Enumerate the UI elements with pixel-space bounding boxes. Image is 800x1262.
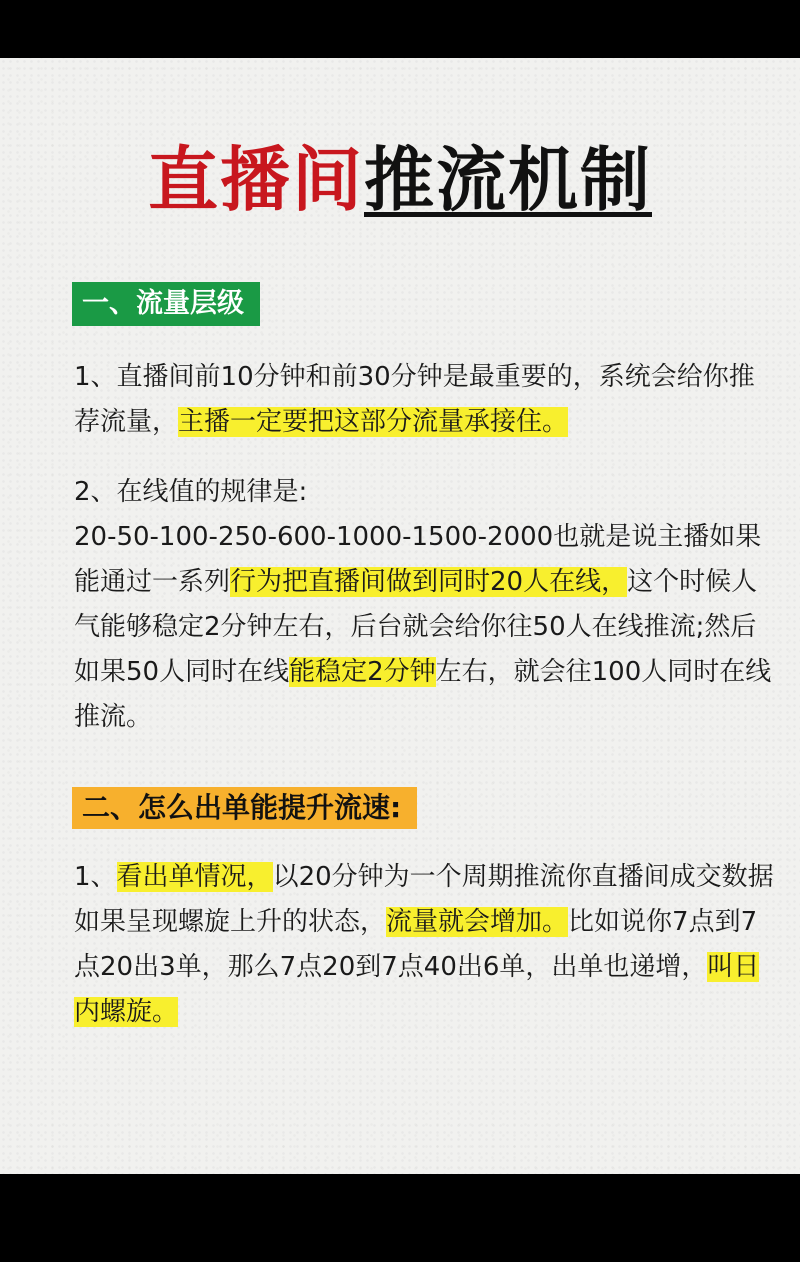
highlight-text: 主播一定要把这部分流量承接住。 bbox=[178, 407, 569, 437]
paragraph-1-text: 1、直播间前10分钟和前30分钟是最重要的，系统会给你推荐流量， bbox=[74, 362, 755, 437]
paragraph-3-text: 比如说你7点到7点20出3单，那么7点20到7点40出6单，出单也递增， bbox=[74, 907, 758, 982]
title-black-part: 推流机制 bbox=[364, 139, 652, 221]
page-title bbox=[0, 140, 800, 220]
top-black-bar bbox=[0, 0, 800, 58]
paragraph-3-text: 以20分钟为一个周期推流你直播间成交数据如果呈现螺旋上升的状态， bbox=[74, 862, 774, 937]
bottom-black-bar bbox=[0, 1174, 800, 1262]
paragraph-2 bbox=[74, 470, 774, 740]
paragraph-3 bbox=[74, 855, 774, 1035]
title-red-part: 直播间 bbox=[148, 139, 364, 221]
paragraph-2-text: 20-50-100-250-600-1000-1500-2000也就是说主播如果能通过一系列 bbox=[74, 522, 762, 597]
paragraph-2-text: 左右，就会往100人同时在线推流。 bbox=[74, 657, 772, 732]
highlight-text: 叫日内螺旋。 bbox=[74, 952, 760, 1027]
paragraph-2-text: 这个时候人气能够稳定2分钟左右，后台就会给你往50人在线推流;然后如果50人同时在线 bbox=[74, 567, 758, 687]
paragraph-1 bbox=[74, 355, 774, 445]
section-heading-order-speed: 二、怎么出单能提升流速: bbox=[72, 787, 417, 829]
highlight-text: 行为把直播间做到同时20人在线， bbox=[230, 567, 628, 597]
paragraph-2-intro: 2、在线值的规律是: bbox=[74, 477, 308, 507]
paragraph-3-text: 1、 bbox=[74, 862, 117, 892]
section-heading-traffic-levels: 一、流量层级 bbox=[72, 282, 260, 326]
highlight-text: 看出单情况， bbox=[116, 862, 273, 892]
highlight-text: 流量就会增加。 bbox=[386, 907, 569, 937]
highlight-text: 能稳定2分钟 bbox=[289, 657, 436, 687]
